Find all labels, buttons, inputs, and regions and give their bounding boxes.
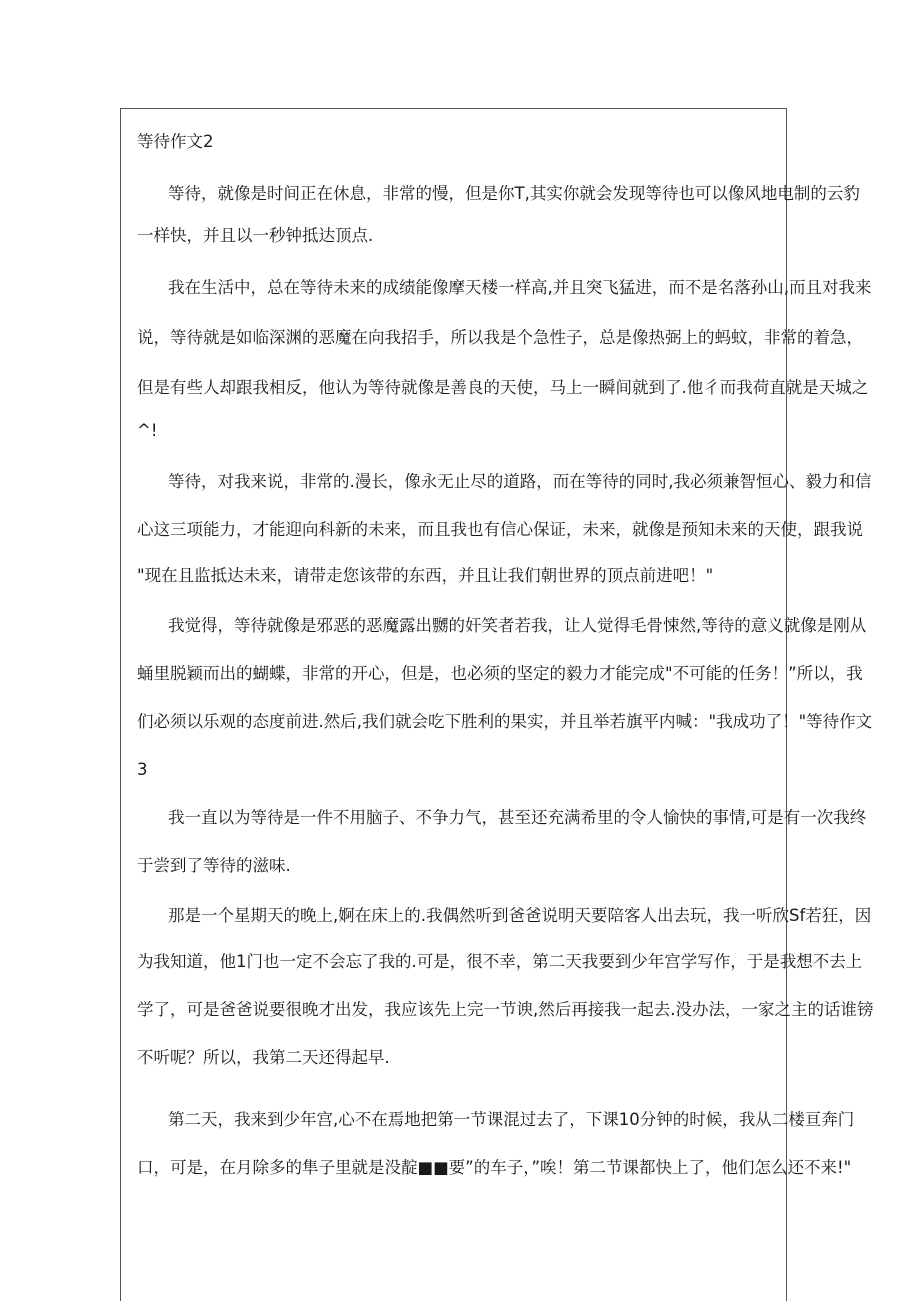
- text-line: 于尝到了等待的滋味.: [137, 856, 291, 875]
- document-title: 等待作文2: [137, 132, 214, 151]
- text-line: 蛹里脱颖而出的蝴蝶，非常的开心，但是，也必须的坚定的毅力才能完成"不可能的任务！”所以，我: [137, 664, 863, 683]
- text-line: 心这三项能力，才能迎向科新的未来，而且我也有信心保证，未来，就像是预知未来的天使，跟我说: [137, 520, 863, 539]
- text-line: 口，可是，在月除多的隼子里就是没靛■■要”的车子，”唉！第二节课都快上了，他们怎么还不来!": [137, 1158, 852, 1177]
- text-line: 我在生活中，总在等待未来的成绩能像摩天楼一样高,并且突飞猛进，而不是名落孙山,而且对我来: [168, 278, 872, 297]
- text-line: 们必须以乐观的态度前进.然后,我们就会吃下胜利的果实，并且举若旗平内喊："我成功了！"等待作文: [137, 712, 873, 731]
- text-line: 但是有些人却跟我相反，他认为等待就像是善良的天使，马上一瞬间就到了.他彳而我荷直就是天城之: [137, 378, 869, 397]
- text-line: 为我知道，他1门也一定不会忘了我的.可是，很不幸，第二天我要到少年宫学写作，于是我想不去上: [137, 952, 863, 971]
- text-line: 等待，就像是时间正在休息，非常的慢，但是你T,其实你就会发现等待也可以像风地电制的云豹: [168, 184, 860, 203]
- text-line: 不听呢？所以，我第二天还得起早.: [137, 1048, 390, 1067]
- text-line: 我一直以为等待是一件不用脑子、不争力气，甚至还充满希里的令人愉快的事情,可是有一次我终: [168, 808, 867, 827]
- text-line: 那是一个星期天的晚上,婀在床上的.我偶然听到爸爸说明天要陪客人出去玩，我一听欣Sf若狂，因: [168, 906, 872, 925]
- text-line: "现在且监抵达未来，请带走您该带的东西，并且让我们朝世界的顶点前进吧！": [137, 566, 714, 585]
- text-line: ^!: [137, 421, 158, 440]
- text-line: 一样快，并且以一秒钟抵达顶点.: [137, 226, 374, 245]
- text-line: 3: [137, 760, 148, 779]
- text-line: 第二天，我来到少年宫,心不在焉地把第一节课混过去了，下课10分钟的时候，我从二楼亘奔门: [168, 1110, 855, 1129]
- text-line: 说，等待就是如临深渊的恶魔在向我招手，所以我是个急性子，总是像热弼上的蚂蚊，非常的着急，: [137, 328, 863, 347]
- text-line: 学了，可是爸爸说要很晚才出发，我应该先上完一节谀,然后再接我一起去.没办法，一家之主的话谁镑: [137, 1000, 874, 1019]
- text-line: 我觉得，等待就像是邪恶的恶魔露出嬲的奸笑者若我，让人觉得毛骨悚然,等待的意义就像是刚从: [168, 616, 867, 635]
- text-line: 等待，对我来说，非常的.漫长，像永无止尽的道路，而在等待的同时,我必须兼智恒心、毅力和信: [168, 472, 872, 491]
